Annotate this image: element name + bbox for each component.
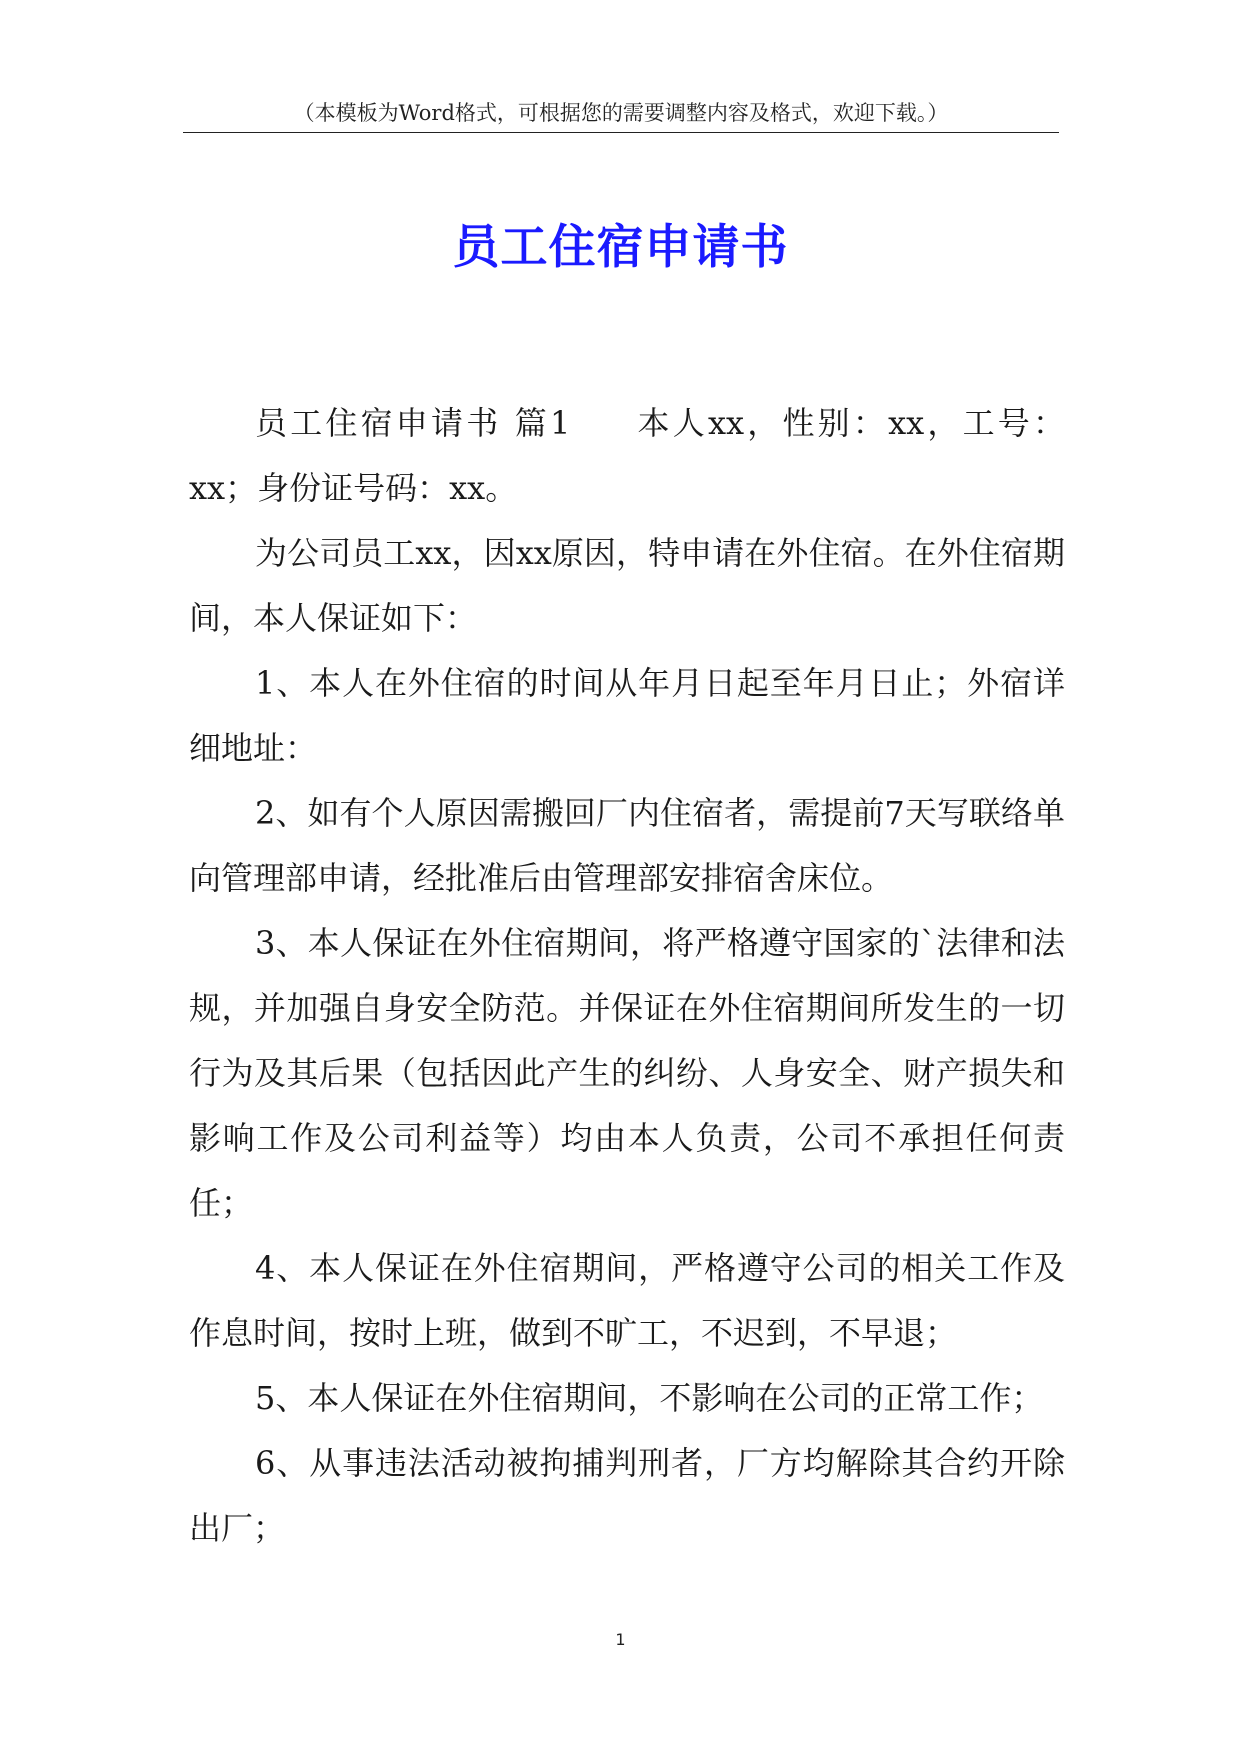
- paragraph-3: 1、本人在外住宿的时间从年月日起至年月日止；外宿详细地址：: [189, 664, 1065, 767]
- paragraph-2: 为公司员工xx，因xx原因，特申请在外住宿。在外住宿期间，本人保证如下：: [189, 534, 1065, 637]
- paragraph-7: 5、本人保证在外住宿期间，不影响在公司的正常工作；: [255, 1379, 1044, 1417]
- paragraph-4: 2、如有个人原因需搬回厂内住宿者，需提前7天写联络单向管理部申请，经批准后由管理部安排宿舍床位。: [189, 794, 1065, 897]
- paragraph-text: 本人xx，性别：xx，工号：xx；身份证号码：xx。: [189, 404, 1065, 507]
- document-title: 员工住宿申请书: [452, 220, 789, 275]
- paragraph-6: 4、本人保证在外住宿期间，严格遵守公司的相关工作及作息时间，按时上班，做到不旷工，不迟到，不早退；: [189, 1249, 1065, 1352]
- paragraph-5: 3、本人保证在外住宿期间，将严格遵守国家的`法律和法规，并加强自身安全防范。并保证在外住宿期间所发生的一切行为及其后果（包括因此产生的纠纷、人身安全、财产损失和影响工作及公司利益等）均由本人负责，公司不承担任何责任；: [189, 924, 1065, 1222]
- page-header-note: （本模板为Word格式，可根据您的需要调整内容及格式，欢迎下载。）: [183, 98, 1059, 133]
- section-lead: 员工住宿申请书 篇1: [255, 404, 571, 442]
- page-number: 1: [615, 1630, 626, 1649]
- paragraph-1: [189, 391, 1065, 521]
- paragraph-8: 6、从事违法活动被拘捕判刑者，厂方均解除其合约开除出厂；: [189, 1444, 1065, 1547]
- document-body: [189, 391, 1065, 1561]
